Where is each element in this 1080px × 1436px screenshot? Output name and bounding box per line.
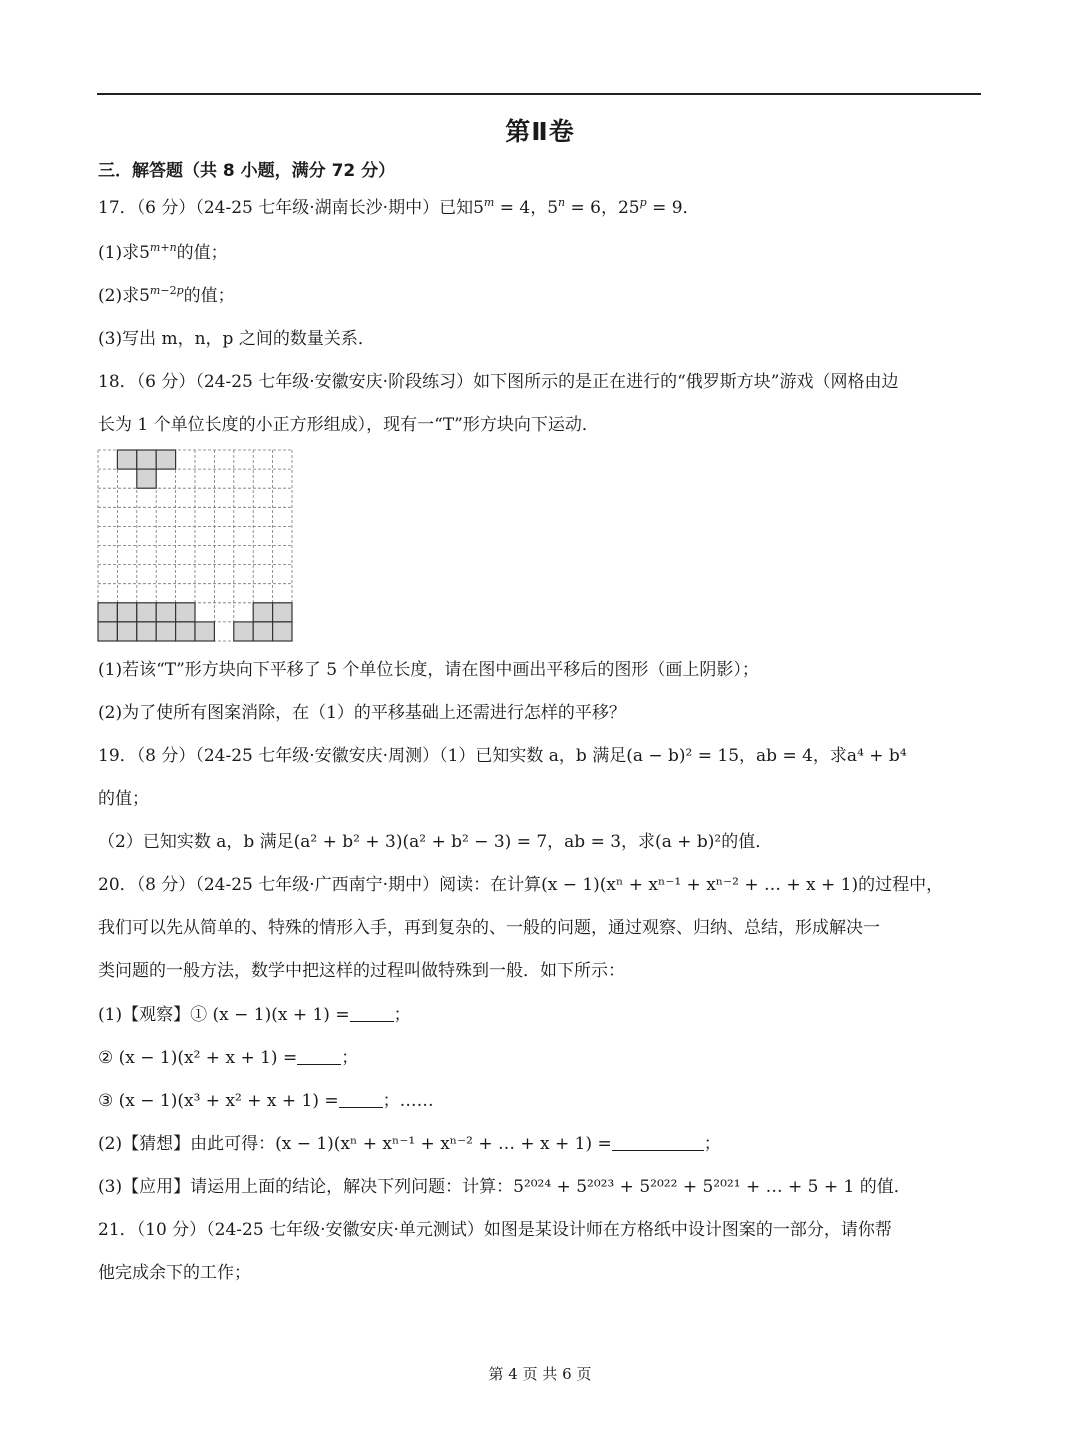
q20-line1: 20．（8 分）（24-25 七年级·广西南宁·期中）阅读：在计算(x − 1)(xⁿ + xⁿ⁻¹ + xⁿ⁻² + … + x + 1)的过程中，: [98, 875, 944, 895]
shaded-cell: [176, 603, 195, 622]
shaded-cell: [117, 603, 136, 622]
section-heading: 三．解答题（共 8 小题，满分 72 分）: [98, 161, 396, 181]
tetris-grid-svg: [97, 449, 293, 642]
q19-line1: 19．（8 分）（24-25 七年级·安徽安庆·周测）（1）已知实数 a，b 满足(a − b)² = 15，ab = 4，求a⁴ + b⁴: [98, 746, 907, 766]
top-rule: [97, 93, 981, 95]
shaded-cell: [98, 603, 117, 622]
q17-part3: (3)写出 m，n，p 之间的数量关系．: [98, 329, 375, 349]
shaded-cell: [137, 603, 156, 622]
shaded-cell: [137, 450, 156, 469]
q20-apply: (3)【应用】请运用上面的结论，解决下列问题：计算：5²⁰²⁴ + 5²⁰²³ + 5²⁰²² + 5²⁰²¹ + … + 5 + 1 的值．: [98, 1177, 911, 1197]
tetris-grid: [97, 449, 293, 642]
q20-observe-3-text: ③ (x − 1)(x³ + x² + x + 1) =: [98, 1091, 339, 1111]
shaded-cell: [176, 622, 195, 641]
q18-line2: 长为 1 个单位长度的小正方形组成），现有一“T”形方块向下运动．: [98, 415, 599, 435]
shaded-cell: [156, 450, 175, 469]
q17-p1-text: (1)求: [98, 243, 140, 263]
shaded-cell: [234, 622, 253, 641]
answer-blank-2[interactable]: [297, 1049, 341, 1065]
answer-blank-1[interactable]: [350, 1006, 394, 1022]
shaded-cell: [98, 622, 117, 641]
answer-blank-3[interactable]: [339, 1092, 383, 1108]
q20-observe-3: ③ (x − 1)(x³ + x² + x + 1) = ；……: [98, 1091, 434, 1111]
shaded-cell: [253, 622, 272, 641]
shaded-cell: [253, 603, 272, 622]
q18-part1: (1)若该“T”形方块向下平移了 5 个单位长度，请在图中画出平移后的图形（画上阴影）；: [98, 660, 759, 680]
q20-guess-text: (2)【猜想】由此可得：(x − 1)(xⁿ + xⁿ⁻¹ + xⁿ⁻² + … + x + 1) =: [98, 1134, 612, 1154]
q17-condition: $5^m = 4$，$5^n = 6$，$25^p = 9$．: [473, 196, 700, 218]
shaded-cell: [117, 450, 136, 469]
shaded-cell: [117, 622, 136, 641]
q18-part2: (2)为了使所有图案消除，在（1）的平移基础上还需进行怎样的平移？: [98, 703, 626, 723]
q20-line3: 类问题的一般方法，数学中把这样的过程叫做特殊到一般．如下所示：: [98, 961, 625, 981]
q21-line2: 他完成余下的工作；: [98, 1263, 251, 1283]
q21-line1: 21．（10 分）（24-25 七年级·安徽安庆·单元测试）如图是某设计师在方格纸中设计图案的一部分，请你帮: [98, 1220, 892, 1240]
q20-guess: (2)【猜想】由此可得：(x − 1)(xⁿ + xⁿ⁻¹ + xⁿ⁻² + … + x + 1) = ；: [98, 1134, 721, 1154]
q20-line2: 我们可以先从简单的、特殊的情形入手，再到复杂的、一般的问题，通过观察、归纳、总结，形成解决一: [98, 918, 880, 938]
q20-observe-1-text: (1)【观察】① (x − 1)(x + 1) =: [98, 1005, 350, 1025]
q20-observe-2: ② (x − 1)(x² + x + 1) = ；: [98, 1048, 359, 1068]
q17-part2: (2)求$5^{m-2p}$的值；: [98, 284, 235, 306]
q17-p2-tail: 的值；: [183, 286, 235, 306]
q17-p1-tail: 的值；: [176, 243, 228, 263]
answer-blank-4[interactable]: [612, 1135, 704, 1151]
q17-p2-text: (2)求: [98, 286, 140, 306]
q20-observe-2-text: ② (x − 1)(x² + x + 1) =: [98, 1048, 298, 1068]
shaded-cell: [137, 469, 156, 488]
shaded-cell: [137, 622, 156, 641]
q19-line3: （2）已知实数 a，b 满足(a² + b² + 3)(a² + b² − 3) = 7，ab = 3，求(a + b)²的值．: [98, 832, 773, 852]
shaded-cell: [195, 622, 214, 641]
page-footer: 第 4 页 共 6 页: [488, 1365, 592, 1383]
shaded-cell: [273, 603, 292, 622]
q20-observe-1: (1)【观察】① (x − 1)(x + 1) = ；: [98, 1005, 411, 1025]
q17-header: [98, 197, 700, 219]
q17-part1: (1)求$5^{m+n}$的值；: [98, 241, 228, 263]
shaded-cell: [156, 603, 175, 622]
q17-head: 17．（6 分）（24-25 七年级·湖南长沙·期中）已知: [98, 198, 474, 218]
shaded-cell: [156, 622, 175, 641]
page-title: 第Ⅱ卷: [505, 117, 575, 146]
shaded-cell: [273, 622, 292, 641]
q18-line1: 18．（6 分）（24-25 七年级·安徽安庆·阶段练习）如下图所示的是正在进行的“俄罗斯方块”游戏（网格由边: [98, 372, 899, 392]
q19-line2: 的值；: [98, 789, 149, 809]
